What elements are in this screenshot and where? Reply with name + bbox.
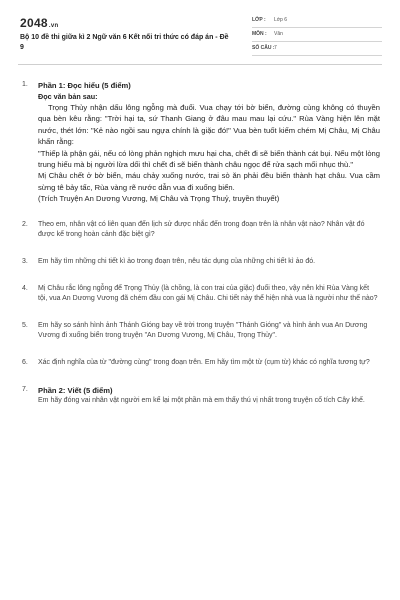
question-item: [18, 80, 380, 205]
passage-source: (Trích Truyện An Dương Vương, Mị Châu và Trọng Thuỷ, truyền thuyết): [38, 194, 280, 204]
meta-info: [252, 14, 382, 56]
question-item: [18, 284, 380, 304]
part-title: Phần 1: Đọc hiểu (5 điểm): [38, 81, 131, 90]
question-text: Em hãy so sánh hình ảnh Thánh Gióng bay về trời trong truyện "Thánh Gióng" và hình ảnh vua An Dương Vương đi xuống biển trong truyện "An Dương Vương, Mị Châu, Trọng Thủy".: [38, 321, 368, 339]
question-text: Theo em, nhân vật có liên quan đến lịch sử được nhắc đến trong đoạn trên là nhân vật nào? Nhân vật đó được kể trong hoàn cảnh đặc biệt gì?: [38, 220, 365, 238]
passage-paragraph: Trọng Thủy nhận dấu lông ngỗng mà đuổi. Vua chạy tới bờ biển, đường cùng không có thuyền qua bèn kêu rằng: "Trời hại ta, sứ Thanh Giang ở đâu mau mau lại cứu." Rùa Vàng hiện lên mặt nước, thét lớn: "Kẻ nào ngồi sau ngựa chính là giặc đó!" Vua bèn tuốt kiếm chém Mị Châu, Mị Châu khấn rằng:: [38, 103, 380, 147]
passage-heading: Đọc văn bản sau:: [38, 92, 98, 101]
count-value: 7: [274, 45, 277, 51]
question-text: Mị Châu rắc lông ngỗng để Trọng Thủy (là chồng, là con trai của giặc) đuổi theo, vậy nên khi Rùa Vàng kết tội, vua An Dương Vương đã chém đầu con gái Mị Châu. Chi tiết này thể hiện nhà vua là người như thế nào?: [38, 284, 378, 302]
question-number: 1.: [22, 81, 28, 88]
question-number: 7.: [22, 385, 28, 393]
part-title: Phần 2: Viết (5 điểm): [38, 385, 113, 395]
passage-paragraph: "Thiếp là phận gái, nếu có lòng phản nghịch mưu hại cha, chết đi sẽ biến thành cát bụi. Nếu một lòng trung hiếu mà bị người lừa dối thì chết đi sẽ biến thành châu ngọc để rửa sạch mối nhục thù.": [38, 148, 380, 170]
question-item: [18, 321, 380, 341]
class-value: Lớp 6: [274, 17, 288, 23]
logo-sub: .vn: [48, 23, 59, 29]
question-number: 2.: [22, 220, 28, 228]
page-header: [20, 14, 382, 58]
meta-subject-row: [252, 28, 382, 42]
question-text: Em hãy tìm những chi tiết kì ảo trong đoạn trên, nêu tác dụng của những chi tiết kì ảo đó.: [38, 257, 316, 265]
meta-count-row: [252, 42, 382, 56]
question-number: 6.: [22, 358, 28, 366]
question-item: [18, 220, 380, 240]
question-item: [18, 385, 380, 406]
count-label: SỐ CÂU :: [252, 45, 275, 51]
question-number: 3.: [22, 257, 28, 265]
logo-main: 2048: [20, 16, 48, 30]
class-label: LỚP :: [252, 17, 266, 23]
subject-label: MÔN :: [252, 31, 267, 37]
document-title: Bộ 10 đề thi giữa kì 2 Ngữ văn 6 Kết nối tri thức có đáp án - Đề 9: [20, 34, 229, 51]
passage-paragraph: Mị Châu chết ở bờ biển, máu chảy xuống nước, trai sò ăn phải đều biến thành hạt châu. Vua cầm sừng tê bảy tấc, Rùa vàng rẽ nước dẫn vua đi xuống biển.: [38, 171, 380, 192]
question-item: [18, 358, 380, 368]
question-number: 4.: [22, 284, 28, 292]
site-logo[interactable]: [20, 16, 58, 30]
subject-value: Văn: [274, 31, 283, 37]
header-divider: [18, 64, 382, 65]
question-number: 5.: [22, 321, 28, 329]
question-item: [18, 257, 380, 267]
meta-class-row: [252, 14, 382, 28]
reading-passage: [38, 102, 380, 205]
question-list: [18, 80, 380, 419]
question-text: Xác định nghĩa của từ "đường cùng" trong đoạn trên. Em hãy tìm một từ (cụm từ) khác có nghĩa tương tự?: [38, 358, 370, 366]
question-text: Em hãy đóng vai nhân vật người em kể lại một phần mà em thấy thú vị nhất trong truyện cổ tích Cây khế.: [38, 396, 365, 404]
